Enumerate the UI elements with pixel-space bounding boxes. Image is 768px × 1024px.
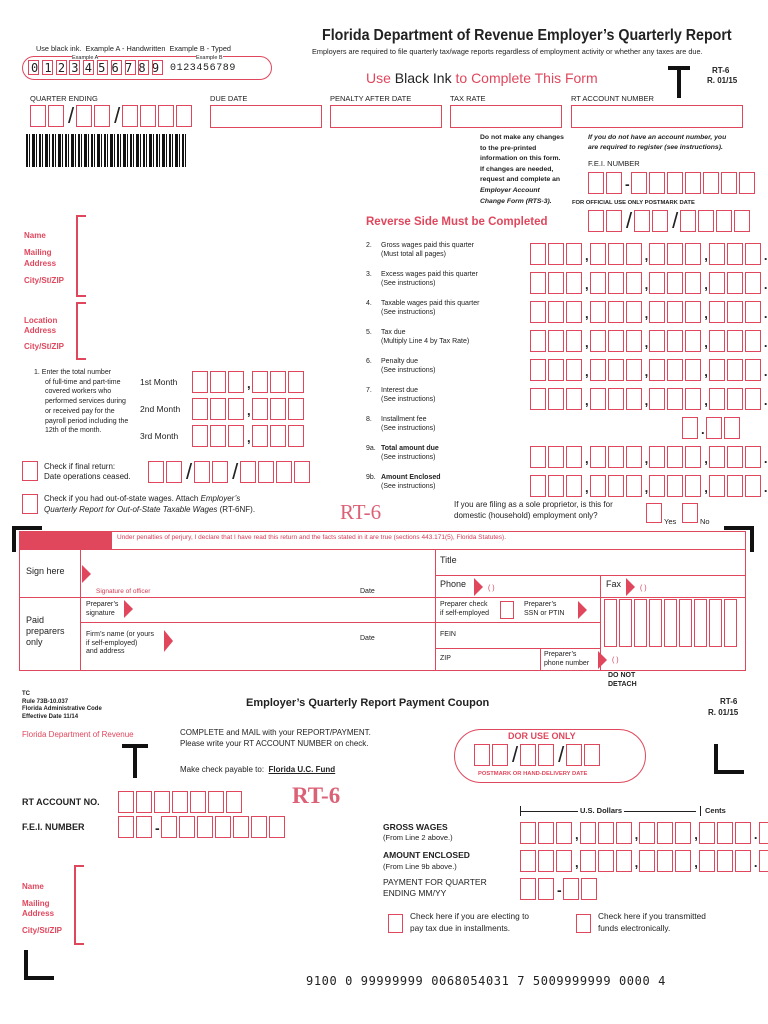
location-address-label: Address xyxy=(24,326,57,335)
line-number: 7. xyxy=(366,387,372,394)
line-label: Penalty due (See instructions) xyxy=(381,358,436,374)
prep-phone-paren: ( ) xyxy=(612,657,619,664)
gross-wages-sub: (From Line 2 above.) xyxy=(383,833,453,842)
preparer-phone-label: Preparer’s phone number xyxy=(544,651,590,667)
amount-enclosed-sub: (From Line 9b above.) xyxy=(383,862,457,871)
line-label: Interest due (See instructions) xyxy=(381,387,436,403)
line-number: 6. xyxy=(366,358,372,365)
ssn-arrow xyxy=(578,601,587,619)
preparer-check-label: Preparer check if self-employed xyxy=(440,601,490,617)
coupon-amount-input[interactable]: , , , . xyxy=(520,850,768,872)
month-3-input[interactable]: , xyxy=(192,425,306,447)
paid-preparers-label: Paid preparers only xyxy=(26,615,65,647)
t-mark-coupon-stem xyxy=(133,744,137,778)
month-1-label: 1st Month xyxy=(140,377,178,387)
rule-5 xyxy=(435,622,600,623)
month-2-input[interactable]: , xyxy=(192,398,306,420)
cents-label: Cents xyxy=(705,806,726,815)
electronic-checkbox[interactable] xyxy=(576,914,591,933)
no-label: No xyxy=(700,517,710,526)
form-subtitle: Employers are required to file quarterly tax/wage reports regardless of employment activity or whether any taxes are due. xyxy=(312,47,703,56)
rt-account-label: RT ACCOUNT NUMBER xyxy=(571,94,654,103)
line-label: Taxable wages paid this quarter (See instructions) xyxy=(381,300,480,316)
installments-checkbox[interactable] xyxy=(388,914,403,933)
cents-tick xyxy=(700,806,701,816)
line-amount-input[interactable]: , , , . xyxy=(530,359,768,381)
fax-paren: ( ) xyxy=(640,585,647,592)
crop-mark-left xyxy=(12,526,42,530)
coupon-address-label: Address xyxy=(22,909,55,918)
barcode xyxy=(26,134,186,167)
l-mark-left-h xyxy=(24,976,54,980)
fei-number-input[interactable]: - xyxy=(588,172,757,194)
line-amount-input[interactable]: . xyxy=(682,417,742,439)
line-label: Total amount due (See instructions) xyxy=(381,445,439,461)
out-of-state-label: Check if you had out-of-state wages. Attach Employer’s Quarterly Report for Out-of-State Taxable Wages (RT-6NF). xyxy=(44,494,256,514)
date-ceased-input[interactable]: / / xyxy=(148,461,312,483)
line-number: 9a. xyxy=(366,445,376,452)
line-label: Tax due (Multiply Line 4 by Tax Rate) xyxy=(381,329,470,345)
ssn-ptin-input[interactable] xyxy=(604,599,739,647)
complete-mail-instruction: COMPLETE and MAIL with your REPORT/PAYMENT. Please write your RT ACCOUNT NUMBER on check. xyxy=(180,728,371,748)
sign-here-label: Sign here xyxy=(26,566,65,576)
title-label: Title xyxy=(440,555,457,565)
line-amount-input[interactable]: , , , . xyxy=(530,243,768,265)
line-amount-input[interactable]: , , , . xyxy=(530,388,768,410)
preparer-ssn-label: Preparer’s SSN or PTIN xyxy=(524,601,565,617)
coupon-rt-account-input[interactable] xyxy=(118,791,244,813)
crop-mark-left-v xyxy=(12,526,16,552)
address-label: Address xyxy=(24,259,57,268)
line-amount-input[interactable]: , , , . xyxy=(530,475,768,497)
tax-rate-label: TAX RATE xyxy=(450,94,486,103)
sign-date-label: Date xyxy=(360,588,375,595)
ink-instruction xyxy=(366,70,598,86)
form-id: RT-6 xyxy=(712,66,730,75)
signature-line-label: Signature of officer xyxy=(96,588,151,595)
firm-arrow xyxy=(164,630,173,652)
location-label: Location xyxy=(24,316,58,325)
employee-count-instruction: 1. Enter the total number of full-time and part-time covered workers who performed services during or received pay for the payroll period including the 12th of the month. xyxy=(34,369,129,435)
installments-label: Check here if you are electing to pay tax due in installments. xyxy=(410,911,529,933)
preparer-signature-label: Preparer’s signature xyxy=(86,601,119,617)
sign-arrow xyxy=(82,565,91,583)
scanline: 9100 0 99999999 0068054031 7 5009999999 0000 4 xyxy=(306,974,666,988)
example-instruction xyxy=(36,44,231,53)
line-label: Excess wages paid this quarter (See instructions) xyxy=(381,271,478,287)
name-label: Name xyxy=(24,231,46,240)
prep-phone-arrow xyxy=(598,651,607,669)
rt-account-input[interactable] xyxy=(571,105,743,128)
coupon-city-label: City/St/ZIP xyxy=(22,926,63,935)
form-title: Florida Department of Revenue Employer’s Quarterly Report xyxy=(322,27,732,44)
month-3-label: 3rd Month xyxy=(140,431,179,441)
line-number: 4. xyxy=(366,300,372,307)
quarter-ending-label: QUARTER ENDING xyxy=(30,94,98,103)
postmark-label: POSTMARK OR HAND-DELIVERY DATE xyxy=(478,771,588,777)
payable-to: Make check payable to: Florida U.C. Fund xyxy=(180,765,336,774)
city-label: City/St/ZIP xyxy=(24,276,65,285)
final-return-label: Check if final return: Date operations ceased. xyxy=(44,462,131,481)
postmark-date-input[interactable]: / / xyxy=(588,210,752,232)
quarter-ending-input[interactable]: / / xyxy=(30,105,194,127)
line-amount-input[interactable]: , , , . xyxy=(530,330,768,352)
phone-arrow xyxy=(474,578,483,596)
coupon-mailing-label: Mailing xyxy=(22,899,50,908)
example-a-caption: Example A xyxy=(72,55,99,61)
form-revision: R. 01/15 xyxy=(707,76,738,85)
location-address-bracket xyxy=(76,302,86,360)
vline-2 xyxy=(435,549,436,671)
firm-name-label: Firm’s name (or yours if self-employed) and address xyxy=(86,631,154,655)
location-city-label: City/St/ZIP xyxy=(24,342,65,351)
line-number: 8. xyxy=(366,416,372,423)
payment-quarter-input[interactable]: - xyxy=(520,878,599,900)
dor-use-label: DOR USE ONLY xyxy=(508,731,576,741)
coupon-rt-account-label: RT ACCOUNT NO. xyxy=(22,797,100,807)
yes-checkbox[interactable] xyxy=(646,503,662,523)
line-number: 2. xyxy=(366,242,372,249)
penalty-date-input[interactable] xyxy=(330,105,442,128)
line-label: Amount Enclosed (See instructions) xyxy=(381,474,441,490)
official-use-label: FOR OFFICIAL USE ONLY POSTMARK DATE xyxy=(572,200,695,206)
t-mark-top-stem xyxy=(677,66,681,98)
line-number: 3. xyxy=(366,271,372,278)
coupon-address-bracket xyxy=(74,865,84,945)
penalty-date-label: PENALTY AFTER DATE xyxy=(330,94,412,103)
line-number: 5. xyxy=(366,329,372,336)
example-b-label: Example B - Typed xyxy=(169,44,231,53)
example-b-caption: Example B xyxy=(196,55,223,61)
amount-enclosed-label: AMOUNT ENCLOSED xyxy=(383,850,470,860)
rt6-watermark: RT-6 xyxy=(340,500,382,524)
line-amount-input[interactable]: , , , . xyxy=(530,446,768,468)
rule-4 xyxy=(80,622,437,623)
us-dollars-label: U.S. Dollars xyxy=(580,806,623,815)
phone-label: Phone xyxy=(440,579,467,589)
ink-prefix: Use xyxy=(366,70,395,86)
final-return-checkbox[interactable] xyxy=(22,461,38,481)
out-of-state-checkbox[interactable] xyxy=(22,494,38,514)
dor-postmark-input[interactable]: / / xyxy=(474,744,602,766)
fein-label: FEIN xyxy=(440,631,456,638)
preparer-date-label: Date xyxy=(360,635,375,642)
example-a-digits: 0123456789 xyxy=(31,61,166,75)
example-a-label: Example A - Handwritten xyxy=(85,44,166,53)
perjury-statement: Under penalties of perjury, I declare that I have read this return and the facts stated in it are true (sections 443.171(5), Florida Statutes). xyxy=(117,534,507,541)
coupon-title: Employer’s Quarterly Report Payment Coupon xyxy=(246,697,490,709)
mailing-label: Mailing xyxy=(24,248,52,257)
fax-arrow xyxy=(626,578,635,596)
ink-suffix: to Complete This Form xyxy=(451,70,598,86)
perjury-bar xyxy=(19,531,112,549)
coupon-gross-wages-input[interactable]: , , , . xyxy=(520,822,768,844)
coupon-tc: TC Rule 73B-10.037 Florida Administrative Code Effective Date 11/14 xyxy=(22,691,102,720)
zip-divider xyxy=(540,648,541,671)
coupon-name-label: Name xyxy=(22,882,44,891)
do-not-detach: DO NOT DETACH xyxy=(608,672,637,688)
example-a-boxes xyxy=(28,60,166,75)
fax-label: Fax xyxy=(606,579,622,589)
rule-6 xyxy=(435,648,600,649)
example-b-digits: 0123456789 xyxy=(170,63,237,74)
no-checkbox[interactable] xyxy=(682,503,698,523)
fei-number-label: F.E.I. NUMBER xyxy=(588,159,640,168)
month-2-label: 2nd Month xyxy=(140,404,181,414)
rule-3 xyxy=(435,575,746,576)
coupon-watermark: RT-6 xyxy=(292,783,341,808)
due-date-input[interactable] xyxy=(210,105,322,128)
phone-paren: ( ) xyxy=(488,585,495,592)
prep-sig-arrow xyxy=(124,600,133,618)
payment-quarter-label: PAYMENT FOR QUARTER ENDING MM/YY xyxy=(383,877,487,898)
reverse-side-note: Reverse Side Must be Completed xyxy=(366,216,548,228)
coupon-revision: R. 01/15 xyxy=(708,708,739,717)
line-label: Gross wages paid this quarter (Must total all pages) xyxy=(381,242,474,258)
ink-black: Black Ink xyxy=(394,70,452,86)
coupon-dept: Florida Department of Revenue xyxy=(22,730,134,739)
no-changes-note: Do not make any changes to the pre-printed information on this form. If changes are needed, request and complete an Employer Account Change Form (RTS-3). xyxy=(480,134,564,205)
zip-label: ZIP xyxy=(440,655,451,662)
l-mark-right-h xyxy=(714,770,744,774)
due-date-label: DUE DATE xyxy=(210,94,248,103)
no-account-note: If you do not have an account number, you are required to register (see instructions). xyxy=(588,134,727,151)
sole-prop-question: If you are filing as a sole proprietor, is this for domestic (household) employment only? xyxy=(454,500,613,520)
coupon-fei-label: F.E.I. NUMBER xyxy=(22,822,85,832)
line-amount-input[interactable]: , , , . xyxy=(530,272,768,294)
crop-mark-right-v xyxy=(750,526,754,552)
line-number: 9b. xyxy=(366,474,376,481)
us-dollars-tick-l xyxy=(520,806,521,816)
coupon-fei-input[interactable]: - xyxy=(118,816,287,838)
use-black-ink-note: Use black ink. xyxy=(36,44,82,53)
self-employed-checkbox[interactable] xyxy=(500,601,514,619)
line-label: Installment fee (See instructions) xyxy=(381,416,436,432)
yes-label: Yes xyxy=(664,517,677,526)
tax-rate-input[interactable] xyxy=(450,105,562,128)
electronic-label: Check here if you transmitted funds electronically. xyxy=(598,911,706,933)
month-1-input[interactable]: , xyxy=(192,371,306,393)
line-amount-input[interactable]: , , , . xyxy=(530,301,768,323)
coupon-form-id: RT-6 xyxy=(720,697,738,706)
gross-wages-label: GROSS WAGES xyxy=(383,822,448,832)
rule-1 xyxy=(19,549,746,550)
mailing-address-bracket xyxy=(76,215,86,297)
